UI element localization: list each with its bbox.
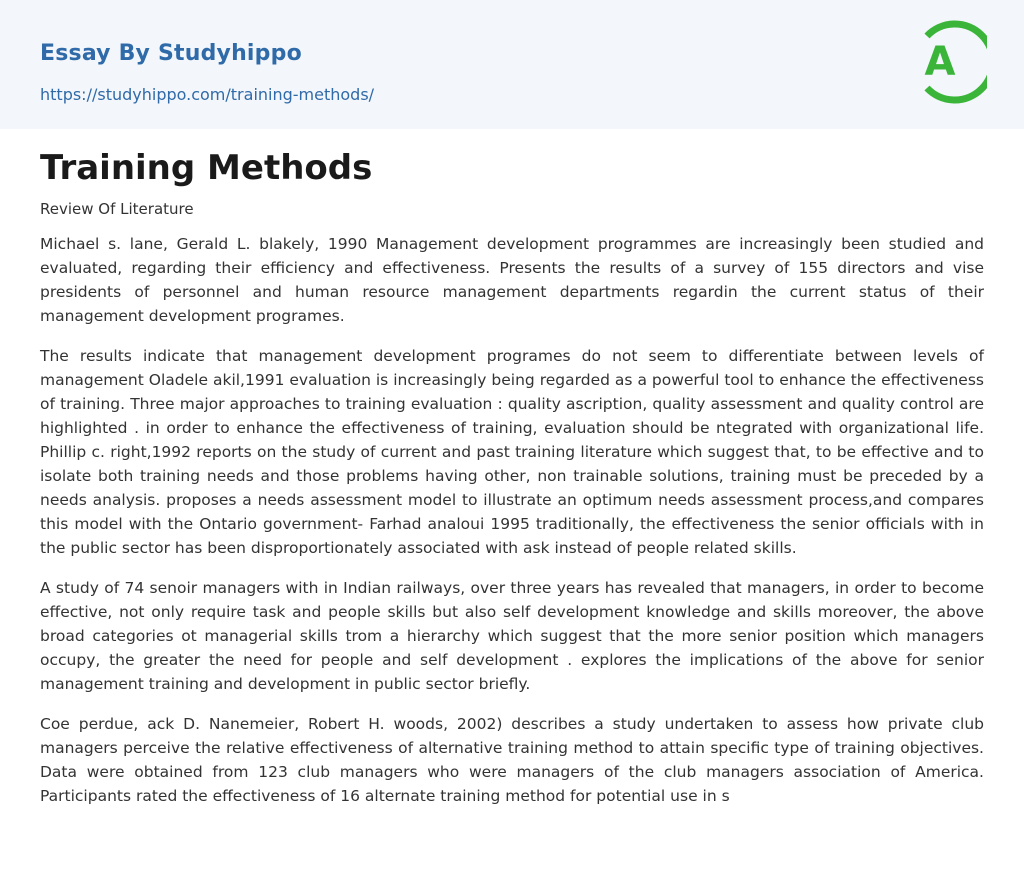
essay-paragraph-4: Coe perdue, ack D. Nanemeier, Robert H. woods, 2002) describes a study undertaken to assess how private club managers perceive the relative effectiveness of alternative training method to attain specific type of training objectives. Data were obtained from 123 club managers who were managers of the club managers association of America. Participants rated the effectiveness of 16 alternate training method for potential use in s [40, 715, 984, 805]
logo-letter: A [924, 39, 956, 85]
essay-paragraph-2: The results indicate that management development programes do not seem to differentiate between levels of management Oladele akil,1991 evaluation is increasingly being regarded as a powerful tool to enhance the effectiveness of training. Three major approaches to training evaluation : quality ascription, quality assessment and quality control are highlighted . in order to enhance the effectiveness of training, evaluation should be ntegrated with organizational life. Phillip c. right,1992 reports on the study of current and past training literature which suggest that, to be effective and to isolate both training needs and those problems having other, non trainable solutions, training must be preceded by a needs analysis. proposes a needs assessment model to illustrate an optimum needs assessment process,and compares this model with the Ontario government- Farhad analoui 1995 traditionally, the effectiveness the senior officials with in the public sector has been disproportionately associated with ask instead of people related skills. [40, 347, 984, 557]
page-subtitle: Review Of Literature [40, 200, 194, 218]
page-title: Training Methods [40, 148, 373, 188]
essay-content [40, 142, 984, 808]
brand-title[interactable]: Essay By Studyhippo [40, 41, 302, 66]
studyhippo-logo-icon[interactable] [911, 18, 987, 106]
essay-paragraph-3: A study of 74 senoir managers with in Indian railways, over three years has revealed that managers, in order to become effective, not only require task and people skills but also self development knowledge and skills moreover, the above broad categories ot managerial skills trom a hierarchy which suggest that the more senior position which managers occupy, the greater the need for people and self development . explores the implications of the above for senior management training and development in public sector briefly. [40, 579, 984, 693]
site-header [0, 0, 1024, 129]
source-url-link[interactable]: https://studyhippo.com/training-methods/ [40, 85, 375, 104]
essay-paragraph-1: Michael s. lane, Gerald L. blakely, 1990 Management development programmes are increasingly been studied and evaluated, regarding their efficiency and effectiveness. Presents the results of a survey of 155 directors and vise presidents of personnel and human resource management departments regardin the current status of their management development programes. [40, 235, 984, 325]
